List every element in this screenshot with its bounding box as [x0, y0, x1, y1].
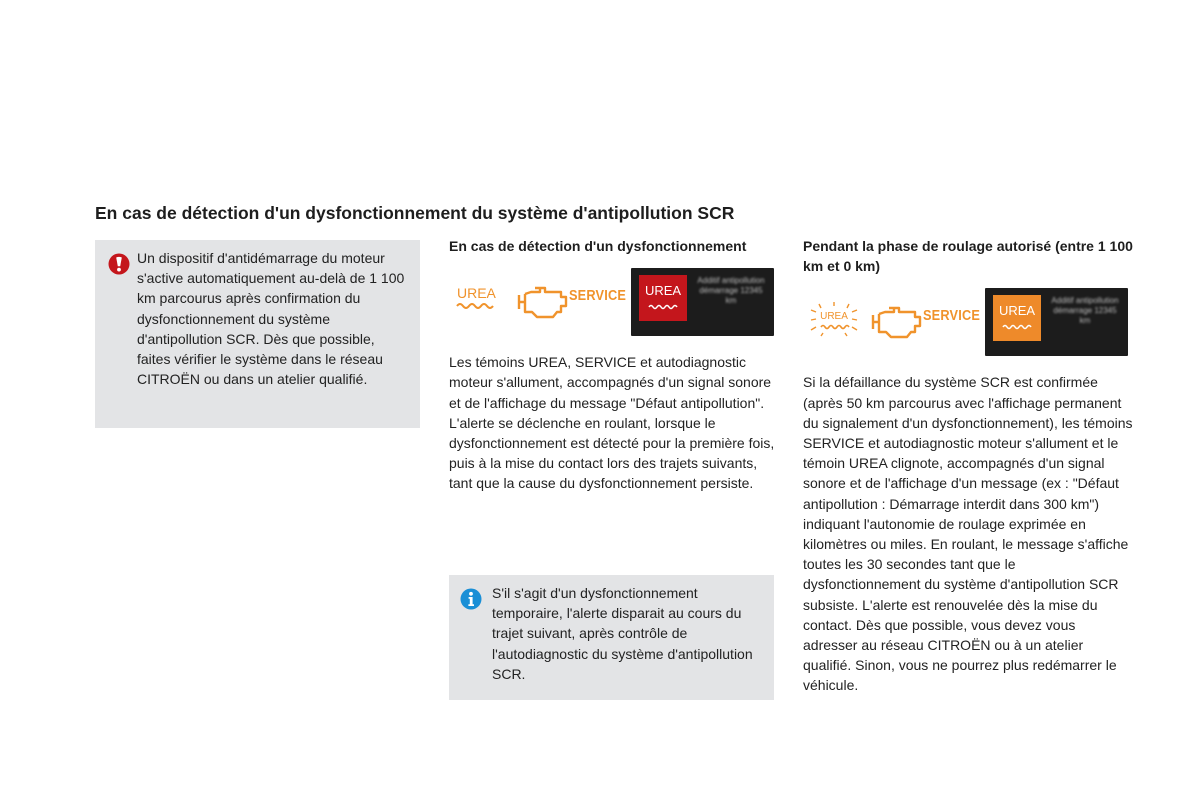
urea-display-badge [639, 275, 687, 321]
detection-subheading: En cas de détection d'un dysfonctionnement [449, 238, 747, 254]
display-message-2: Additif antipollution démarrage 12345 km [1051, 296, 1119, 326]
display-message: Additif antipollution démarrage 12345 km [697, 276, 765, 306]
info-icon [460, 588, 482, 610]
engine-check-icon [513, 282, 571, 320]
instrument-display [631, 268, 774, 336]
page-title: En cas de détection d'un dysfonctionnement du système d'antipollution SCR [95, 203, 735, 223]
svg-text:UREA: UREA [457, 285, 496, 302]
urea-blinking-telltale-icon [807, 300, 861, 340]
service-telltale-icon-2: SERVICE [923, 308, 981, 325]
engine-check-icon-2 [867, 302, 925, 340]
svg-text:UREA: UREA [998, 303, 1036, 319]
warning-box [95, 240, 420, 428]
svg-text:UREA: UREA [644, 283, 682, 299]
warning-text: Un dispositif d'antidémarrage du moteur s'active automatiquement au-delà de 1 100 km parcourus après confirmation du dysfonctionnement du système d'antipollution SCR. Dès que possible, faites vérifier le système dans le réseau CITROËN ou dans un atelier qualifié. [137, 250, 405, 388]
svg-text:UREA: UREA [820, 311, 848, 323]
column-rolling [803, 236, 1133, 696]
urea-display-badge-orange [993, 295, 1041, 341]
info-box [449, 575, 774, 700]
telltale-row [449, 268, 779, 338]
info-text: S'il s'agit d'un dysfonctionnement temporaire, l'alerte disparait au cours du trajet suivant, après contrôle de l'autodiagnostic du système d'antipollution SCR. [492, 585, 753, 682]
rolling-subheading: Pendant la phase de roulage autorisé (entre 1 100 km et 0 km) [803, 238, 1133, 275]
column-detection [449, 236, 779, 494]
detection-body-text: Les témoins UREA, SERVICE et autodiagnostic moteur s'allument, accompagnés d'un signal sonore et de l'affichage du message "Défaut antipollution". L'alerte se déclenche en roulant, lorsque le dysfonctionnement est détecté pour la première fois, puis à la mise du contact lors des trajets suivants, tant que la cause du dysfonctionnement persiste. [449, 354, 775, 492]
warning-exclamation-icon [108, 253, 130, 275]
rolling-body-text: Si la défaillance du système SCR est confirmée (après 50 km parcourus avec l'affichage permanent du signalement d'un dysfonctionnement), les témoins SERVICE et autodiagnostic moteur s'allument et le témoin UREA clignote, accompagnés d'un signal sonore et de l'affichage d'un message (ex : "Défaut antipollution : Démarrage interdit dans 300 km") indiquant l'autonomie de roulage exprimée en kilomètres ou miles. En roulant, le message s'affiche toutes les 30 secondes tant que le dysfonctionnement du système d'antipollution SCR subsiste. L'alerte est renouvelée dès la mise du contact. Dès que possible, vous devez vous adresser au réseau CITROËN ou à un atelier qualifié. Sinon, vous ne pourrez plus redémarrer le véhicule. [803, 374, 1133, 694]
urea-telltale-icon [453, 280, 507, 320]
service-telltale-icon: SERVICE [569, 288, 627, 305]
instrument-display-2 [985, 288, 1128, 356]
telltale-row-blinking [803, 288, 1133, 358]
